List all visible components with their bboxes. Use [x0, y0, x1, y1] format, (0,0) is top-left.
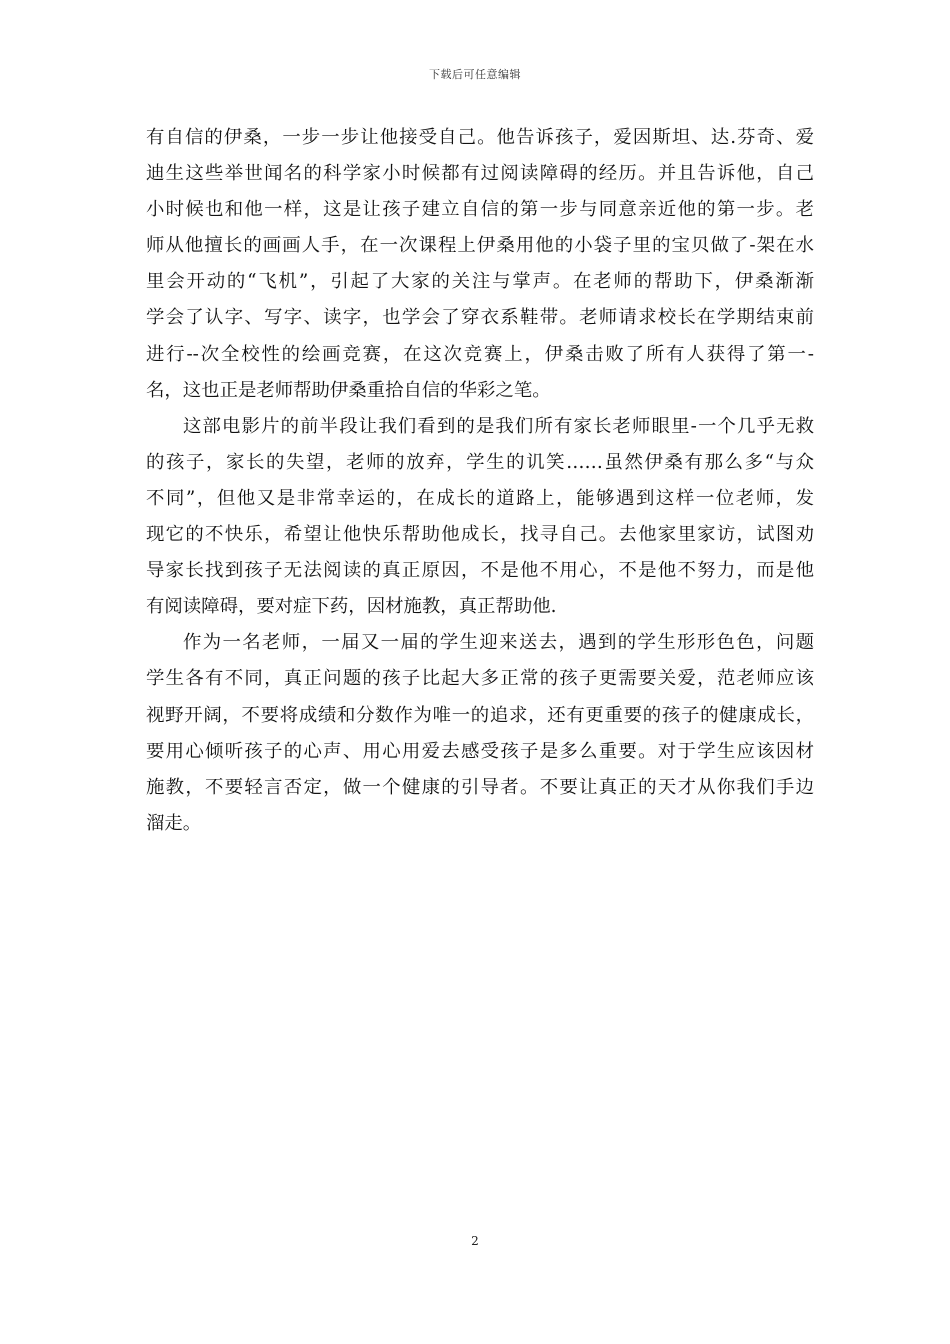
text-line: 导家长找到孩子无法阅读的真正原因，不是他不用心，不是他不努力，而是他	[146, 560, 814, 582]
text-line: 师从他擅长的画画人手，在一次课程上伊桑用他的小袋子里的宝贝做了-架在水	[146, 235, 814, 257]
text-line: 视野开阔，不要将成绩和分数作为唯一的追求，还有更重要的孩子的健康成长，	[146, 704, 814, 726]
page-number: 2	[471, 1234, 479, 1248]
text-line: 溜走。	[146, 812, 202, 834]
text-line: 进行--次全校性的绘画竞赛，在这次竞赛上，伊桑击败了所有人获得了第一-	[146, 343, 814, 365]
text-line: 作为一名老师，一届又一届的学生迎来送去，遇到的学生形形色色，问题	[183, 632, 814, 654]
text-line: 名，这也正是老师帮助伊桑重拾自信的华彩之笔。	[146, 379, 551, 401]
text-line: 现它的不快乐，希望让他快乐帮助他成长，找寻自己。去他家里家访，试图劝	[146, 524, 814, 546]
paragraph-1	[146, 120, 814, 409]
text-line: 这部电影片的前半段让我们看到的是我们所有家长老师眼里-一个几乎无救	[183, 415, 814, 437]
text-line: 不同”，但他又是非常幸运的，在成长的道路上，能够遇到这样一位老师，发	[146, 487, 814, 509]
document-body	[146, 120, 814, 842]
paragraph-2	[146, 409, 814, 626]
text-line: 小时候也和他一样，这是让孩子建立自信的第一步与同意亲近他的第一步。老	[146, 199, 814, 221]
text-line: 要用心倾听孩子的心声、用心用爱去感受孩子是多么重要。对于学生应该因材	[146, 740, 814, 762]
text-line: 施教，不要轻言否定，做一个健康的引导者。不要让真正的天才从你我们手边	[146, 776, 814, 798]
text-line: 学生各有不同，真正问题的孩子比起大多正常的孩子更需要关爱，范老师应该	[146, 668, 814, 690]
text-line: 的孩子，家长的失望，老师的放弃，学生的讥笑……虽然伊桑有那么多“与众	[146, 451, 814, 473]
text-line: 里会开动的“飞机”，引起了大家的关注与掌声。在老师的帮助下，伊桑渐渐	[146, 271, 814, 293]
page-header-note: 下载后可任意编辑	[429, 68, 521, 81]
text-line: 迪生这些举世闻名的科学家小时候都有过阅读障碍的经历。并且告诉他，自己	[146, 163, 814, 185]
text-line: 学会了认字、写字、读字，也学会了穿衣系鞋带。老师请求校长在学期结束前	[146, 307, 814, 329]
text-line: 有自信的伊桑，一步一步让他接受自己。他告诉孩子，爱因斯坦、达.芬奇、爱	[146, 127, 814, 148]
paragraph-3	[146, 625, 814, 842]
text-line: 有阅读障碍，要对症下药，因材施教，真正帮助他.	[146, 596, 557, 618]
